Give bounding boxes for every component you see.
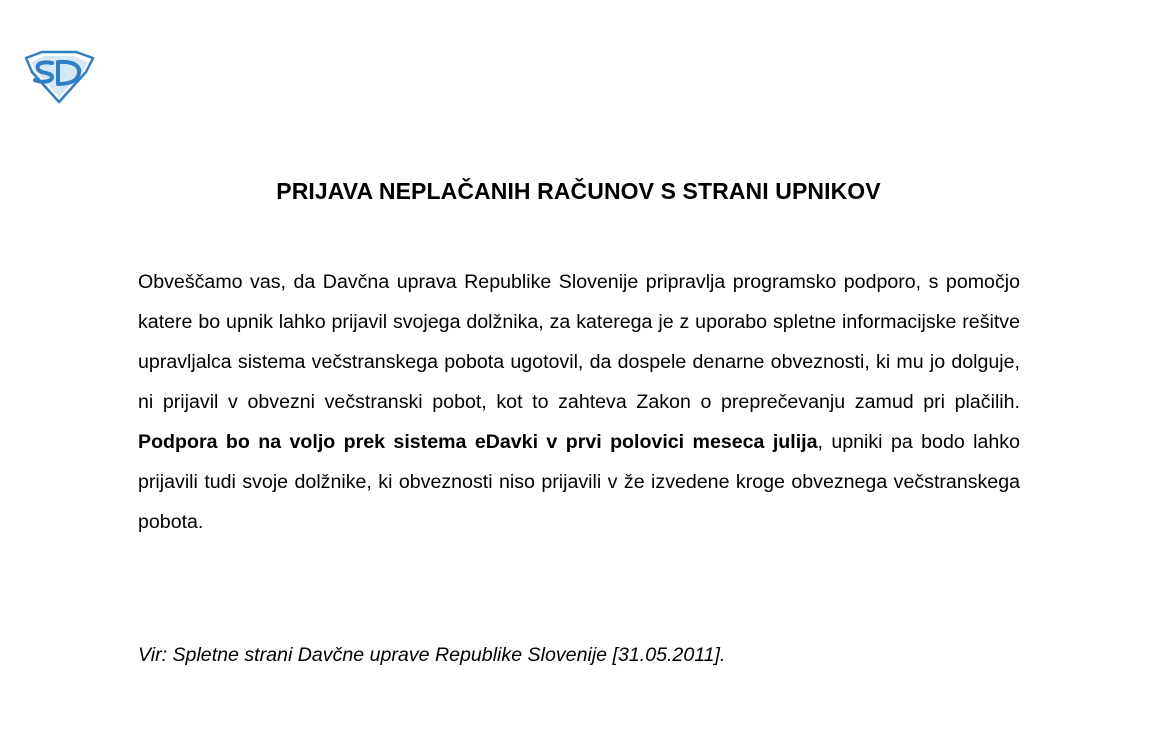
sd-logo [22,50,96,104]
source-citation: Vir: Spletne strani Davčne uprave Republike Slovenije [31.05.2011]. [138,644,726,666]
sd-logo-icon [22,50,96,104]
paragraph-text-end: , upniki pa bodo lahko prijavili tudi svoje dolžnike, ki obveznosti niso prijavili v že izvedene kroge obveznega večstranskega pobota. [138,431,1020,533]
announcement-paragraph [138,262,1020,542]
page-title: PRIJAVA NEPLAČANIH RAČUNOV S STRANI UPNIKOV [276,178,881,204]
paragraph-text-start: Obveščamo vas, da Davčna uprava Republike Slovenije pripravlja programsko podporo, s pomočjo katere bo upnik lahko prijavil svojega dolžnika, za katerega je z uporabo spletne informacijske rešitve upravljalca sistema večstranskega pobota ugotovil, da dospele denarne obveznosti, ki mu jo dolguje, ni prijavil v obvezni večstranski pobot, kot to zahteva Zakon o preprečevanju zamud pri plačilih. [138,271,1020,413]
paragraph-bold-highlight: Podpora bo na voljo prek sistema eDavki v prvi polovici meseca julija [138,431,818,453]
